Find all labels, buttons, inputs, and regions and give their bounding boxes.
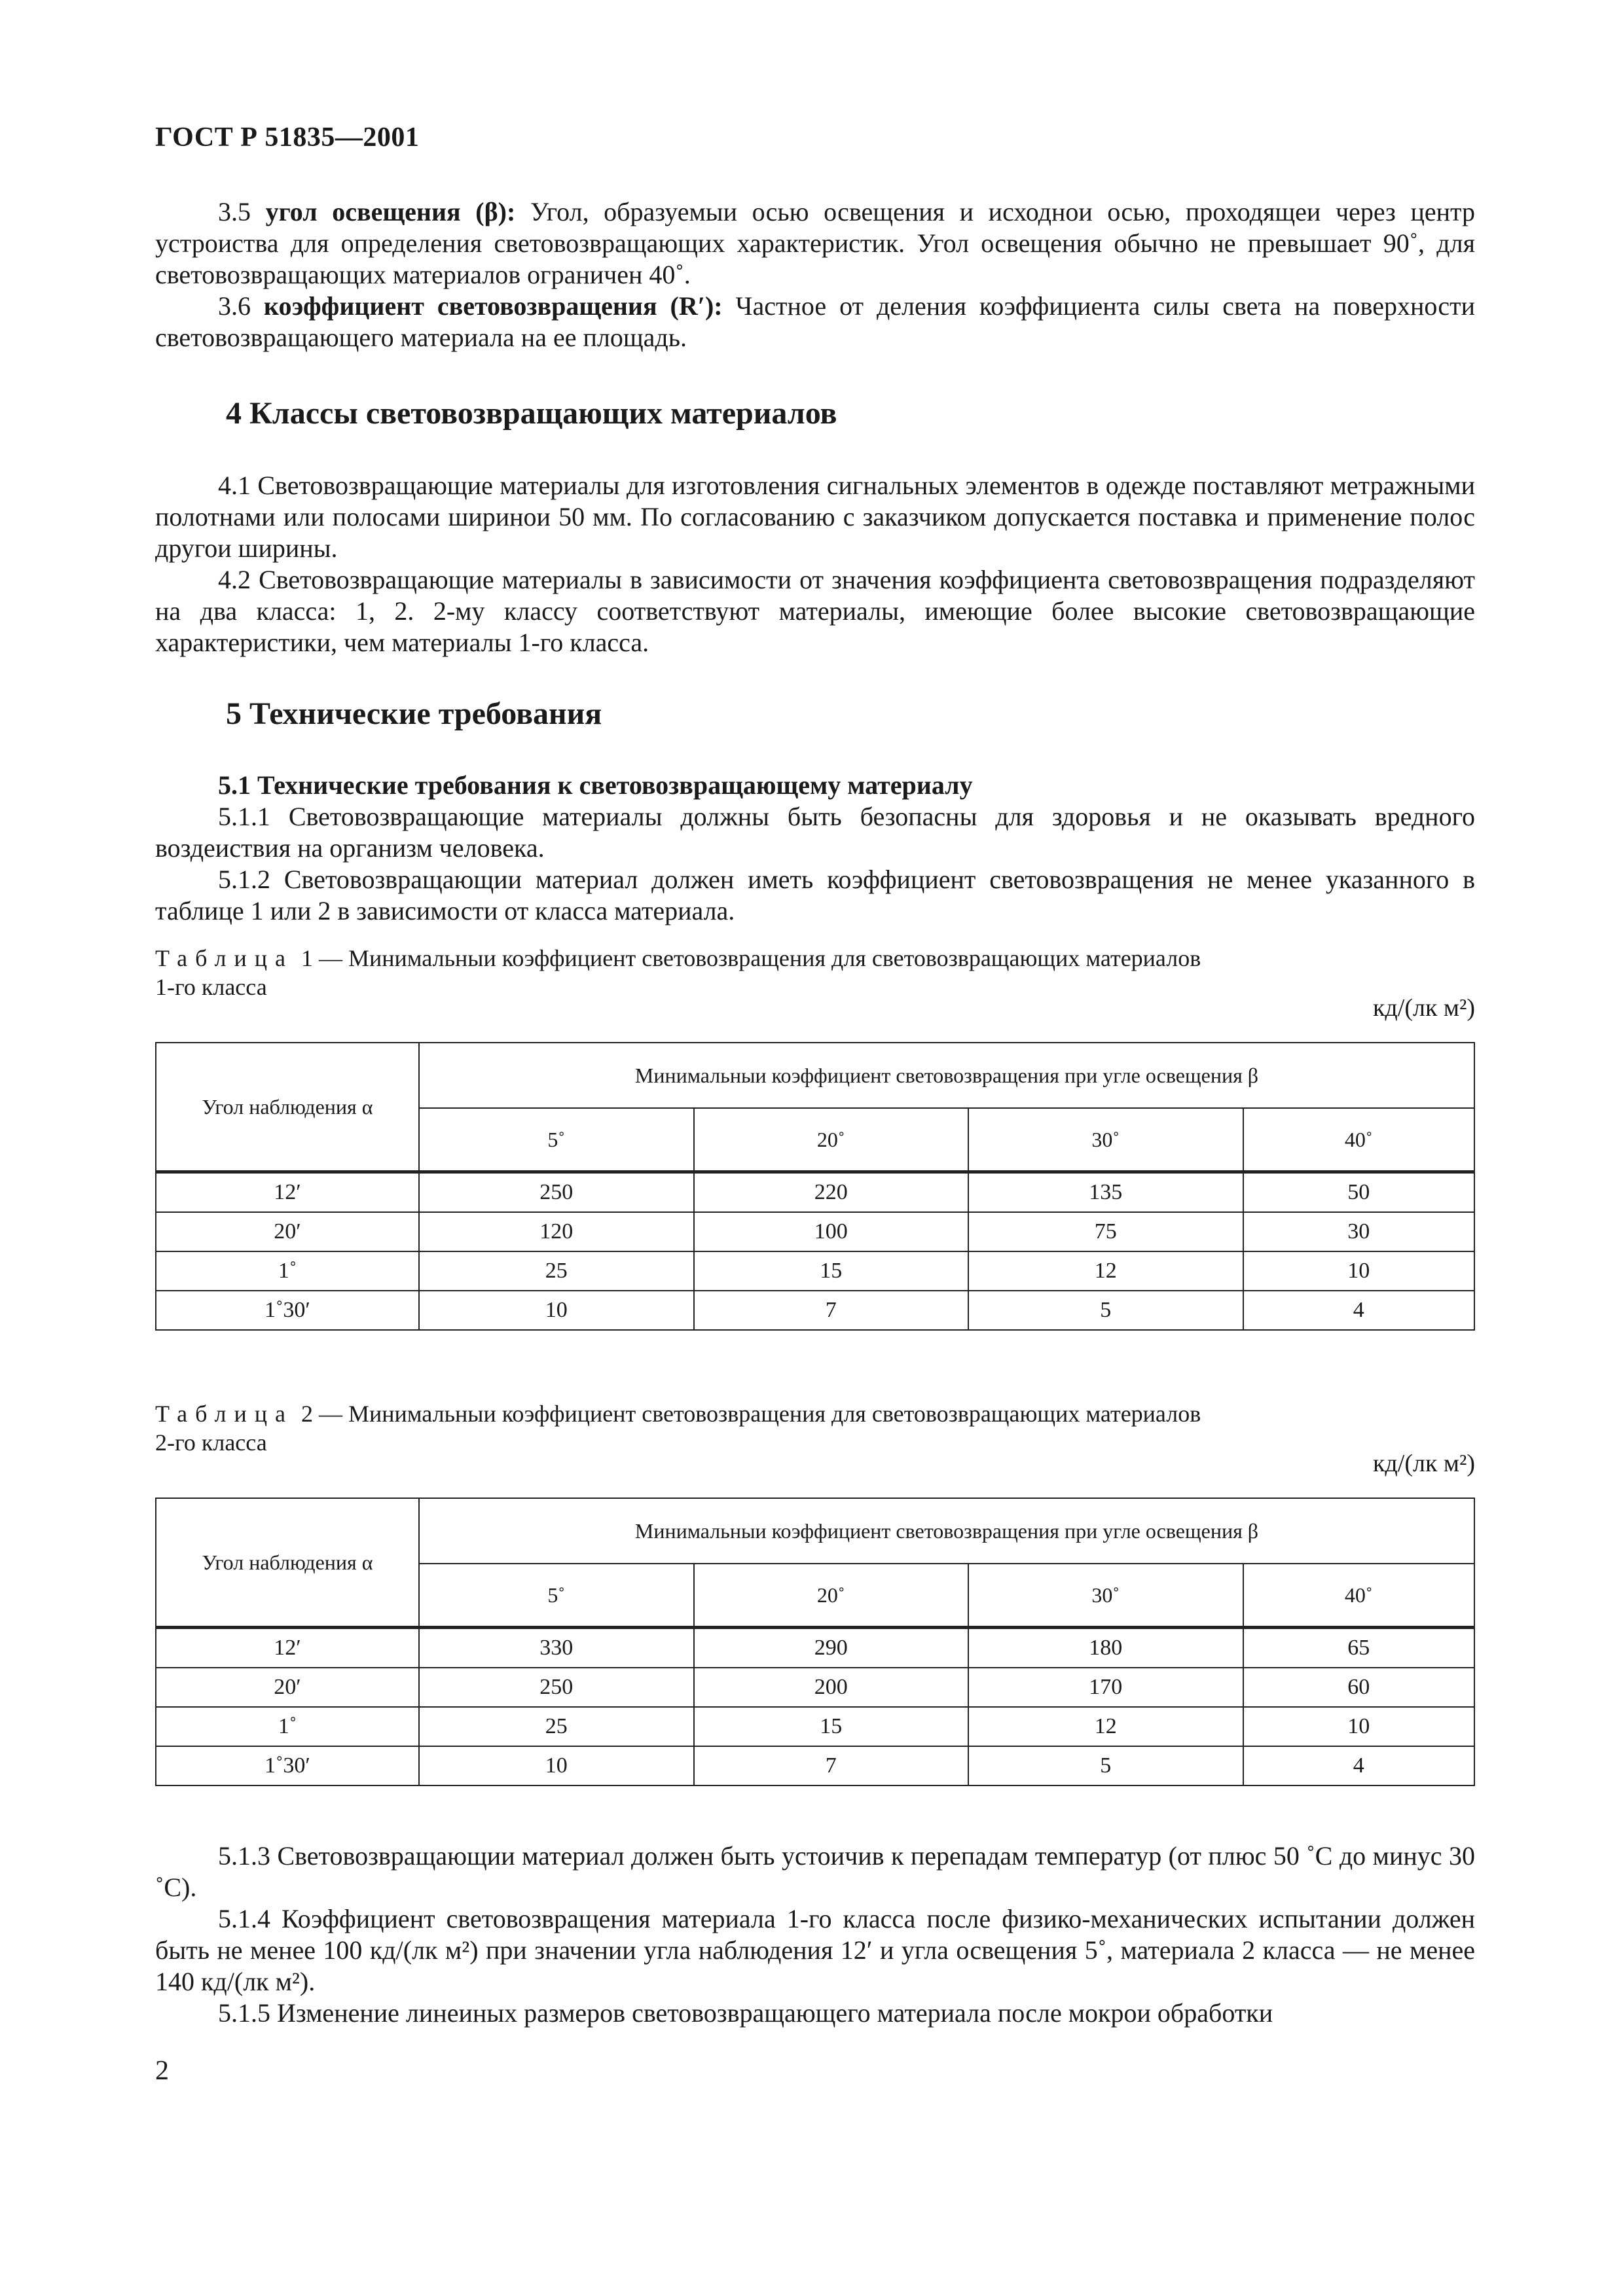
table-1 — [155, 1042, 1475, 1331]
table-2-col-5: 5˚ — [419, 1564, 694, 1628]
table-cell: 250 — [419, 1668, 694, 1707]
paragraph-4-1: 4.1 Световозвращающие материалы для изготовления сигнальных элементов в одежде поставляют метражными полотнами или полосами ширинои 50 мм. По согласованию с заказчиком допускается поставка и применение полос другои ширины. — [155, 471, 1475, 563]
paragraph-5-1-2: 5.1.2 Световозвращающии материал должен иметь коэффициент световозвращения не менее указанного в таблице 1 или 2 в зависимости от класса материала. — [155, 865, 1475, 925]
paragraph-5-1-5: 5.1.5 Изменение линеиных размеров световозвращающего материала после мокрои обработки — [218, 1998, 1273, 2028]
paragraph-3-5: 3.5 угол освещения (β): Угол, образуемыи осью освещения и исходнои осью, проходящеи через центр устроиства для определения световозвращающих характеристик. Угол освещения обычно не превышает 90˚, для световозвращающих материалов ограничен 40˚. — [155, 197, 1475, 289]
table-cell: 20′ — [156, 1212, 419, 1251]
table-cell: 15 — [694, 1707, 969, 1746]
table-2-label: Таблица — [155, 1401, 293, 1427]
table-cell: 290 — [694, 1628, 969, 1668]
table-row — [156, 1707, 1474, 1746]
paragraph-5-1-3: 5.1.3 Световозвращающии материал должен быть устоичив к перепадам температур (от плюс 50 ˚С до минус 30 ˚С). — [155, 1841, 1475, 1902]
table-cell: 250 — [419, 1172, 694, 1213]
paragraph-3-6: 3.6 коэффициент световозвращения (R′): Частное от деления коэффициента силы света на поверхности световозвращающего материала на ее площадь. — [155, 291, 1476, 352]
table-1-col-5: 5˚ — [419, 1108, 694, 1172]
table-cell: 10 — [1243, 1251, 1475, 1291]
paragraph-5-1-1: 5.1.1 Световозвращающие материалы должны быть безопасны для здоровья и не оказывать вредного воздеиствия на организм человека. — [155, 802, 1475, 863]
term-retroreflection-coefficient: коэффициент световозвращения (R′): — [263, 291, 723, 321]
table-1-label: Таблица — [155, 945, 293, 971]
table-row — [156, 1251, 1474, 1291]
table-2-title-cont: 2-го класса — [155, 1429, 267, 1456]
table-2-caption — [155, 1399, 1475, 1457]
table-cell: 12 — [968, 1251, 1243, 1291]
table-cell: 10 — [1243, 1707, 1475, 1746]
table-1-unit: кд/(лк м²) — [1372, 994, 1475, 1022]
table-cell: 12′ — [156, 1628, 419, 1668]
table-row — [156, 1668, 1474, 1707]
table-2-title: 2 — Минимальныи коэффициент световозвращения для световозвращающих материалов — [301, 1401, 1201, 1427]
table-cell: 5 — [968, 1746, 1243, 1785]
table-cell: 7 — [694, 1746, 969, 1785]
table-cell: 25 — [419, 1707, 694, 1746]
table-cell: 180 — [968, 1628, 1243, 1668]
table-cell: 65 — [1243, 1628, 1475, 1668]
section-4-title: 4 Классы световозвращающих материалов — [226, 396, 837, 431]
table-cell: 15 — [694, 1251, 969, 1291]
page-number: 2 — [155, 2056, 169, 2086]
table-2-col-30: 30˚ — [968, 1564, 1243, 1628]
table-cell: 135 — [968, 1172, 1243, 1213]
table-cell: 200 — [694, 1668, 969, 1707]
table-cell: 5 — [968, 1291, 1243, 1330]
table-cell: 4 — [1243, 1746, 1475, 1785]
table-cell: 1˚ — [156, 1707, 419, 1746]
table-cell: 12′ — [156, 1172, 419, 1213]
table-2-row-header: Угол наблюдения α — [156, 1498, 419, 1628]
term-illumination-angle: угол освещения (β): — [265, 197, 516, 226]
table-2-group-header: Минимальныи коэффициент световозвращения при угле освещения β — [419, 1498, 1474, 1564]
table-cell: 4 — [1243, 1291, 1475, 1330]
table-2 — [155, 1498, 1475, 1786]
table-cell: 50 — [1243, 1172, 1475, 1213]
table-1-title-cont: 1-го класса — [155, 974, 267, 1000]
table-cell: 100 — [694, 1212, 969, 1251]
table-cell: 120 — [419, 1212, 694, 1251]
table-row — [156, 1628, 1474, 1668]
section-4-text — [155, 470, 1475, 658]
table-1-col-20: 20˚ — [694, 1108, 969, 1172]
document-header: ГОСТ Р 51835—2001 — [155, 122, 420, 152]
table-cell: 1˚30′ — [156, 1746, 419, 1785]
table-cell: 7 — [694, 1291, 969, 1330]
table-1-group-header: Минимальныи коэффициент световозвращения при угле освещения β — [419, 1043, 1474, 1108]
table-2-col-20: 20˚ — [694, 1564, 969, 1628]
table-cell: 20′ — [156, 1668, 419, 1707]
section-3-text — [155, 196, 1475, 353]
table-cell: 1˚ — [156, 1251, 419, 1291]
table-cell: 330 — [419, 1628, 694, 1668]
table-cell: 60 — [1243, 1668, 1475, 1707]
table-cell: 12 — [968, 1707, 1243, 1746]
table-1-title: 1 — Минимальныи коэффициент световозвращения для световозвращающих материалов — [301, 945, 1201, 971]
section-5-title: 5 Технические требования — [226, 696, 602, 731]
table-1-col-30: 30˚ — [968, 1108, 1243, 1172]
table-cell: 75 — [968, 1212, 1243, 1251]
section-5-text — [155, 770, 1475, 927]
paragraph-4-2: 4.2 Световозвращающие материалы в зависимости от значения коэффициента световозвращения подразделяют на два класса: 1, 2. 2-му классу соответствуют материалы, имеющие более высокие световозвращающие характеристики, чем материалы 1-го класса. — [155, 565, 1475, 657]
table-cell: 220 — [694, 1172, 969, 1213]
table-1-caption — [155, 944, 1475, 1001]
table-row — [156, 1291, 1474, 1330]
table-cell: 30 — [1243, 1212, 1475, 1251]
table-cell: 10 — [419, 1291, 694, 1330]
table-row — [156, 1172, 1474, 1213]
table-1-col-40: 40˚ — [1243, 1108, 1475, 1172]
table-2-col-40: 40˚ — [1243, 1564, 1475, 1628]
subsection-5-1-title: 5.1 Технические требования к световозвращающему материалу — [218, 770, 973, 800]
table-cell: 10 — [419, 1746, 694, 1785]
table-1-row-header: Угол наблюдения α — [156, 1043, 419, 1172]
table-row — [156, 1746, 1474, 1785]
table-cell: 25 — [419, 1251, 694, 1291]
table-row — [156, 1212, 1474, 1251]
table-cell: 1˚30′ — [156, 1291, 419, 1330]
table-2-unit: кд/(лк м²) — [1372, 1450, 1475, 1477]
section-5-text-cont — [155, 1840, 1475, 2029]
table-cell: 170 — [968, 1668, 1243, 1707]
paragraph-5-1-4: 5.1.4 Коэффициент световозвращения материала 1-го класса после физико-механических испытании должен быть не менее 100 кд/(лк м²) при значении угла наблюдения 12′ и угла освещения 5˚, материала 2 класса — не менее 140 кд/(лк м²). — [155, 1904, 1475, 1996]
